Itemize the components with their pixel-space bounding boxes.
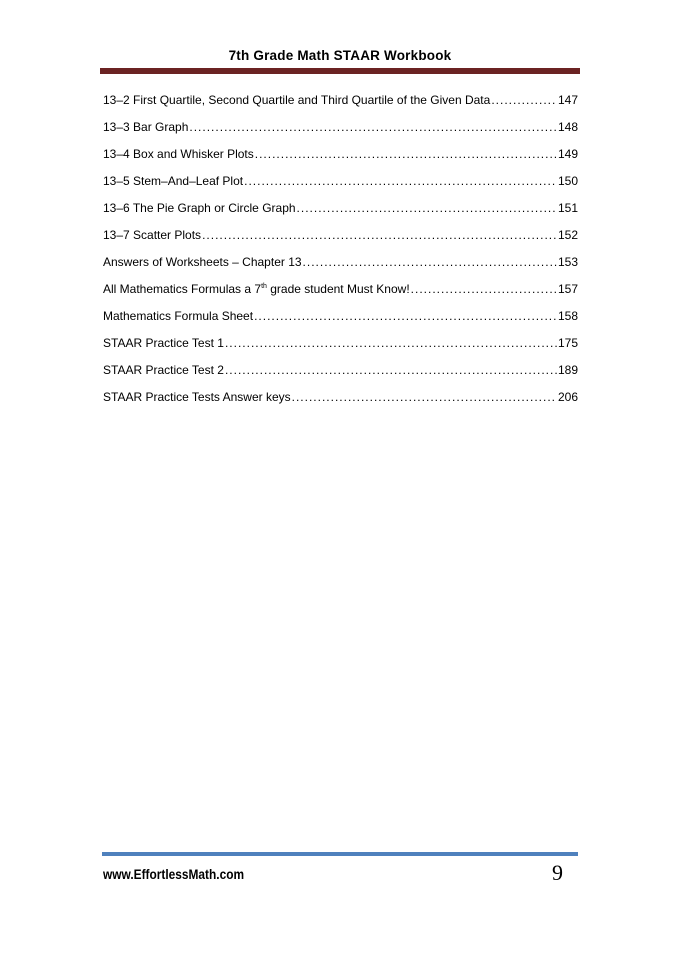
toc-entry-page: 158 xyxy=(557,309,578,323)
toc-entry[interactable] xyxy=(103,93,578,120)
toc-entry-label: 13–3 Bar Graph xyxy=(103,120,189,134)
page-header-title: 7th Grade Math STAAR Workbook xyxy=(228,48,452,63)
toc-entry[interactable] xyxy=(103,147,578,174)
dot-leader xyxy=(255,147,557,161)
toc-entry-label: 13–7 Scatter Plots xyxy=(103,228,202,242)
dot-leader xyxy=(297,201,557,215)
dot-leader xyxy=(225,363,557,377)
toc-entry-label: 13–2 First Quartile, Second Quartile and Third Quartile of the Given Data xyxy=(103,93,491,107)
toc-entry-page: 175 xyxy=(557,336,578,350)
dot-leader xyxy=(292,390,557,404)
toc-entry-page: 157 xyxy=(557,282,578,296)
toc-entry-label: STAAR Practice Test 2 xyxy=(103,363,224,377)
toc-entry[interactable] xyxy=(103,120,578,147)
toc-entry-page: 153 xyxy=(557,255,578,269)
toc-entry[interactable] xyxy=(103,336,578,363)
dot-leader xyxy=(244,174,557,188)
label-text: grade student Must Know! xyxy=(266,282,410,296)
toc-entry-label: STAAR Practice Test 1 xyxy=(103,336,224,350)
toc-entry-page: 206 xyxy=(557,390,578,404)
dot-leader xyxy=(254,309,557,323)
ordinal-superscript: th xyxy=(261,283,267,290)
toc-entry-page: 151 xyxy=(557,201,578,215)
toc-entry[interactable] xyxy=(103,201,578,228)
toc-entry-label: 13–5 Stem–And–Leaf Plot xyxy=(103,174,244,188)
toc-entry-label: Answers of Worksheets – Chapter 13 xyxy=(103,255,302,269)
table-of-contents xyxy=(103,93,578,417)
dot-leader xyxy=(491,93,557,107)
dot-leader xyxy=(225,336,557,350)
footer-website-link[interactable]: www.EffortlessMath.com xyxy=(103,866,245,882)
dot-leader xyxy=(303,255,557,269)
dot-leader xyxy=(411,282,557,296)
toc-entry[interactable] xyxy=(103,309,578,336)
toc-entry-page: 147 xyxy=(557,93,578,107)
toc-entry-page: 149 xyxy=(557,147,578,161)
toc-entry[interactable] xyxy=(103,282,578,309)
toc-entry-page: 150 xyxy=(557,174,578,188)
toc-entry-label: STAAR Practice Tests Answer keys xyxy=(103,390,291,404)
dot-leader xyxy=(189,120,557,134)
toc-entry-page: 148 xyxy=(557,120,578,134)
toc-entry[interactable] xyxy=(103,390,578,417)
header-divider xyxy=(100,68,580,74)
page-number: 9 xyxy=(552,860,563,885)
dot-leader xyxy=(202,228,557,242)
toc-entry-label: Mathematics Formula Sheet xyxy=(103,309,254,323)
toc-entry-page: 189 xyxy=(557,363,578,377)
toc-entry[interactable] xyxy=(103,228,578,255)
footer-divider xyxy=(102,852,578,856)
toc-entry-label: 13–4 Box and Whisker Plots xyxy=(103,147,254,161)
toc-entry[interactable] xyxy=(103,363,578,390)
label-text: All Mathematics Formulas a 7 xyxy=(103,282,262,296)
toc-entry[interactable] xyxy=(103,255,578,282)
toc-entry[interactable] xyxy=(103,174,578,201)
toc-entry-page: 152 xyxy=(557,228,578,242)
toc-entry-label xyxy=(103,282,410,296)
toc-entry-label: 13–6 The Pie Graph or Circle Graph xyxy=(103,201,296,215)
